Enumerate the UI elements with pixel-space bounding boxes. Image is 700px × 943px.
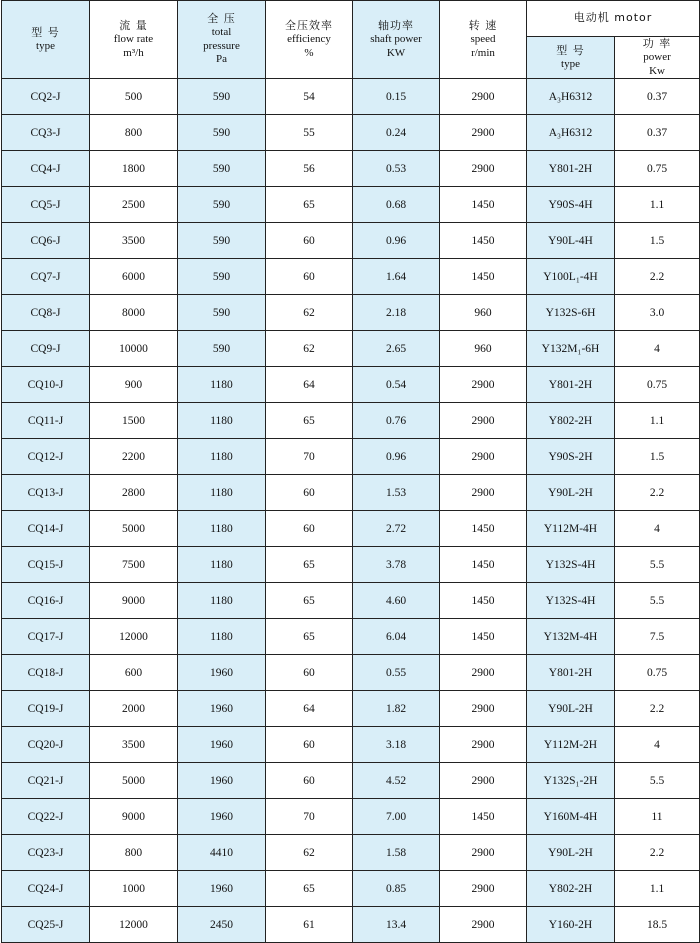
table-row (2, 151, 700, 187)
cell-flow: 2200 (90, 439, 178, 475)
cell-shaft-power: 2.18 (353, 295, 440, 331)
cell-pressure: 1180 (178, 475, 266, 511)
cell-type: CQ14-J (2, 511, 90, 547)
cell-efficiency: 64 (266, 367, 353, 403)
cell-shaft-power: 0.24 (353, 115, 440, 151)
cell-speed: 1450 (440, 511, 527, 547)
cell-flow: 800 (90, 835, 178, 871)
cell-motor-type: Y801-2H (527, 367, 615, 403)
table-row (2, 835, 700, 871)
cell-pressure: 1180 (178, 547, 266, 583)
cell-efficiency: 60 (266, 475, 353, 511)
cell-shaft-power: 0.68 (353, 187, 440, 223)
cell-efficiency: 70 (266, 439, 353, 475)
header-shaft-power: 轴功率 shaft power KW (353, 1, 440, 79)
cell-speed: 2900 (440, 439, 527, 475)
cell-efficiency: 65 (266, 187, 353, 223)
cell-speed: 1450 (440, 799, 527, 835)
table-row (2, 727, 700, 763)
cell-flow: 600 (90, 655, 178, 691)
cell-speed: 2900 (440, 871, 527, 907)
cell-motor-power: 2.2 (615, 691, 700, 727)
cell-pressure: 590 (178, 187, 266, 223)
cell-motor-type: Y90L-2H (527, 835, 615, 871)
cell-motor-type: Y132M-4H (527, 619, 615, 655)
table-row (2, 511, 700, 547)
cell-type: CQ9-J (2, 331, 90, 367)
cell-motor-power: 1.1 (615, 403, 700, 439)
cell-motor-type: Y90S-2H (527, 439, 615, 475)
cell-speed: 2900 (440, 763, 527, 799)
cell-motor-type: Y132S-6H (527, 295, 615, 331)
cell-flow: 500 (90, 79, 178, 115)
table-row (2, 655, 700, 691)
cell-pressure: 590 (178, 115, 266, 151)
cell-motor-type: Y112M-4H (527, 511, 615, 547)
table-row (2, 799, 700, 835)
cell-flow: 8000 (90, 295, 178, 331)
cell-motor-type: Y90L-4H (527, 223, 615, 259)
cell-shaft-power: 3.18 (353, 727, 440, 763)
cell-type: CQ13-J (2, 475, 90, 511)
cell-flow: 10000 (90, 331, 178, 367)
cell-efficiency: 56 (266, 151, 353, 187)
cell-speed: 1450 (440, 187, 527, 223)
cell-motor-type: Y132S-4H (527, 583, 615, 619)
cell-flow: 1000 (90, 871, 178, 907)
cell-motor-type: Y802-2H (527, 871, 615, 907)
cell-shaft-power: 1.53 (353, 475, 440, 511)
header-motor-type: 型 号 type (527, 37, 615, 79)
cell-flow: 5000 (90, 763, 178, 799)
cell-motor-type: Y90L-2H (527, 475, 615, 511)
cell-type: CQ3-J (2, 115, 90, 151)
table-body (2, 79, 700, 943)
cell-motor-type: Y132S-4H (527, 547, 615, 583)
cell-type: CQ17-J (2, 619, 90, 655)
cell-motor-power: 1.1 (615, 871, 700, 907)
cell-motor-power: 2.2 (615, 475, 700, 511)
cell-pressure: 590 (178, 151, 266, 187)
table-row (2, 403, 700, 439)
cell-shaft-power: 0.53 (353, 151, 440, 187)
cell-efficiency: 55 (266, 115, 353, 151)
cell-type: CQ25-J (2, 907, 90, 943)
cell-flow: 900 (90, 367, 178, 403)
cell-type: CQ15-J (2, 547, 90, 583)
cell-type: CQ7-J (2, 259, 90, 295)
cell-pressure: 1960 (178, 799, 266, 835)
cell-efficiency: 62 (266, 835, 353, 871)
cell-pressure: 1180 (178, 367, 266, 403)
cell-type: CQ21-J (2, 763, 90, 799)
header-motor: 电动机 motor (527, 1, 700, 37)
table-row (2, 619, 700, 655)
cell-speed: 1450 (440, 223, 527, 259)
cell-flow: 5000 (90, 511, 178, 547)
cell-motor-type: Y802-2H (527, 403, 615, 439)
cell-efficiency: 60 (266, 655, 353, 691)
cell-shaft-power: 13.4 (353, 907, 440, 943)
cell-speed: 1450 (440, 547, 527, 583)
cell-motor-power: 3.0 (615, 295, 700, 331)
cell-motor-power: 7.5 (615, 619, 700, 655)
cell-efficiency: 65 (266, 547, 353, 583)
cell-motor-type: Y100L₁-4H (527, 259, 615, 295)
cell-speed: 2900 (440, 835, 527, 871)
cell-flow: 2800 (90, 475, 178, 511)
cell-pressure: 1180 (178, 511, 266, 547)
cell-speed: 1450 (440, 583, 527, 619)
cell-motor-power: 1.1 (615, 187, 700, 223)
cell-speed: 2900 (440, 691, 527, 727)
cell-motor-type: Y90S-4H (527, 187, 615, 223)
cell-motor-power: 0.75 (615, 151, 700, 187)
cell-pressure: 2450 (178, 907, 266, 943)
cell-motor-power: 5.5 (615, 763, 700, 799)
cell-pressure: 1960 (178, 871, 266, 907)
cell-type: CQ10-J (2, 367, 90, 403)
cell-shaft-power: 0.54 (353, 367, 440, 403)
cell-motor-power: 0.37 (615, 79, 700, 115)
cell-type: CQ23-J (2, 835, 90, 871)
cell-efficiency: 60 (266, 511, 353, 547)
cell-shaft-power: 0.96 (353, 439, 440, 475)
fan-spec-table (1, 0, 700, 943)
header-efficiency: 全压效率 efficiency % (266, 1, 353, 79)
cell-motor-type: A₃H6312 (527, 115, 615, 151)
cell-flow: 9000 (90, 583, 178, 619)
cell-efficiency: 60 (266, 763, 353, 799)
cell-efficiency: 62 (266, 295, 353, 331)
cell-efficiency: 70 (266, 799, 353, 835)
cell-shaft-power: 0.96 (353, 223, 440, 259)
cell-pressure: 590 (178, 223, 266, 259)
cell-motor-power: 0.37 (615, 115, 700, 151)
cell-motor-power: 1.5 (615, 439, 700, 475)
cell-pressure: 590 (178, 79, 266, 115)
cell-motor-type: A₃H6312 (527, 79, 615, 115)
cell-shaft-power: 0.76 (353, 403, 440, 439)
cell-shaft-power: 1.64 (353, 259, 440, 295)
header-flow-rate: 流 量 flow rate m³/h (90, 1, 178, 79)
cell-pressure: 1960 (178, 691, 266, 727)
cell-motor-type: Y801-2H (527, 655, 615, 691)
table-row (2, 295, 700, 331)
cell-motor-power: 0.75 (615, 367, 700, 403)
table-row (2, 871, 700, 907)
cell-efficiency: 61 (266, 907, 353, 943)
cell-type: CQ19-J (2, 691, 90, 727)
cell-type: CQ24-J (2, 871, 90, 907)
header-type: 型 号 type (2, 1, 90, 79)
cell-pressure: 1180 (178, 619, 266, 655)
cell-motor-type: Y801-2H (527, 151, 615, 187)
cell-speed: 2900 (440, 475, 527, 511)
cell-motor-power: 1.5 (615, 223, 700, 259)
cell-motor-type: Y160M-4H (527, 799, 615, 835)
cell-flow: 3500 (90, 223, 178, 259)
header-total-pressure: 全 压 total pressure Pa (178, 1, 266, 79)
header-motor-power: 功 率 power Kw (615, 37, 700, 79)
cell-motor-power: 0.75 (615, 655, 700, 691)
cell-pressure: 1960 (178, 655, 266, 691)
table-row (2, 763, 700, 799)
cell-shaft-power: 1.82 (353, 691, 440, 727)
cell-speed: 2900 (440, 367, 527, 403)
cell-speed: 2900 (440, 403, 527, 439)
cell-efficiency: 65 (266, 403, 353, 439)
cell-flow: 7500 (90, 547, 178, 583)
cell-type: CQ6-J (2, 223, 90, 259)
cell-flow: 6000 (90, 259, 178, 295)
cell-speed: 2900 (440, 151, 527, 187)
cell-flow: 1500 (90, 403, 178, 439)
cell-shaft-power: 6.04 (353, 619, 440, 655)
cell-efficiency: 54 (266, 79, 353, 115)
cell-shaft-power: 4.52 (353, 763, 440, 799)
cell-shaft-power: 0.55 (353, 655, 440, 691)
cell-shaft-power: 7.00 (353, 799, 440, 835)
table-row (2, 79, 700, 115)
cell-speed: 2900 (440, 907, 527, 943)
cell-type: CQ20-J (2, 727, 90, 763)
table-row (2, 907, 700, 943)
cell-pressure: 1960 (178, 763, 266, 799)
cell-type: CQ8-J (2, 295, 90, 331)
cell-motor-power: 2.2 (615, 835, 700, 871)
cell-pressure: 1180 (178, 439, 266, 475)
cell-efficiency: 65 (266, 871, 353, 907)
cell-efficiency: 64 (266, 691, 353, 727)
cell-efficiency: 60 (266, 727, 353, 763)
cell-efficiency: 65 (266, 583, 353, 619)
cell-pressure: 590 (178, 331, 266, 367)
cell-speed: 1450 (440, 259, 527, 295)
cell-shaft-power: 2.72 (353, 511, 440, 547)
cell-motor-power: 4 (615, 511, 700, 547)
cell-motor-type: Y160-2H (527, 907, 615, 943)
cell-efficiency: 60 (266, 259, 353, 295)
cell-shaft-power: 3.78 (353, 547, 440, 583)
header-speed: 转 速 speed r/min (440, 1, 527, 79)
cell-pressure: 590 (178, 259, 266, 295)
cell-motor-power: 18.5 (615, 907, 700, 943)
cell-flow: 1800 (90, 151, 178, 187)
cell-motor-power: 2.2 (615, 259, 700, 295)
cell-efficiency: 60 (266, 223, 353, 259)
table-row (2, 115, 700, 151)
cell-pressure: 1180 (178, 403, 266, 439)
cell-shaft-power: 0.15 (353, 79, 440, 115)
table-row (2, 259, 700, 295)
table-row (2, 583, 700, 619)
cell-type: CQ12-J (2, 439, 90, 475)
table-row (2, 439, 700, 475)
cell-motor-type: Y132M₁-6H (527, 331, 615, 367)
cell-flow: 3500 (90, 727, 178, 763)
cell-flow: 12000 (90, 907, 178, 943)
cell-type: CQ22-J (2, 799, 90, 835)
cell-flow: 9000 (90, 799, 178, 835)
cell-motor-power: 5.5 (615, 583, 700, 619)
table-row (2, 475, 700, 511)
cell-efficiency: 62 (266, 331, 353, 367)
table-row (2, 691, 700, 727)
cell-motor-power: 4 (615, 727, 700, 763)
table-row (2, 223, 700, 259)
cell-motor-power: 5.5 (615, 547, 700, 583)
cell-type: CQ16-J (2, 583, 90, 619)
cell-motor-type: Y112M-2H (527, 727, 615, 763)
cell-pressure: 4410 (178, 835, 266, 871)
cell-pressure: 1960 (178, 727, 266, 763)
cell-efficiency: 65 (266, 619, 353, 655)
cell-motor-type: Y132S₁-2H (527, 763, 615, 799)
cell-type: CQ5-J (2, 187, 90, 223)
cell-motor-type: Y90L-2H (527, 691, 615, 727)
cell-speed: 2900 (440, 727, 527, 763)
table-row (2, 547, 700, 583)
table-row (2, 367, 700, 403)
cell-speed: 960 (440, 295, 527, 331)
cell-shaft-power: 2.65 (353, 331, 440, 367)
cell-type: CQ2-J (2, 79, 90, 115)
cell-type: CQ18-J (2, 655, 90, 691)
cell-flow: 2500 (90, 187, 178, 223)
cell-flow: 800 (90, 115, 178, 151)
cell-pressure: 590 (178, 295, 266, 331)
cell-motor-power: 4 (615, 331, 700, 367)
table-row (2, 331, 700, 367)
cell-shaft-power: 4.60 (353, 583, 440, 619)
cell-shaft-power: 0.85 (353, 871, 440, 907)
cell-flow: 2000 (90, 691, 178, 727)
cell-type: CQ4-J (2, 151, 90, 187)
cell-speed: 2900 (440, 655, 527, 691)
cell-flow: 12000 (90, 619, 178, 655)
cell-type: CQ11-J (2, 403, 90, 439)
table-row (2, 187, 700, 223)
cell-motor-power: 11 (615, 799, 700, 835)
cell-speed: 960 (440, 331, 527, 367)
cell-pressure: 1180 (178, 583, 266, 619)
cell-speed: 2900 (440, 115, 527, 151)
cell-speed: 1450 (440, 619, 527, 655)
cell-speed: 2900 (440, 79, 527, 115)
cell-shaft-power: 1.58 (353, 835, 440, 871)
